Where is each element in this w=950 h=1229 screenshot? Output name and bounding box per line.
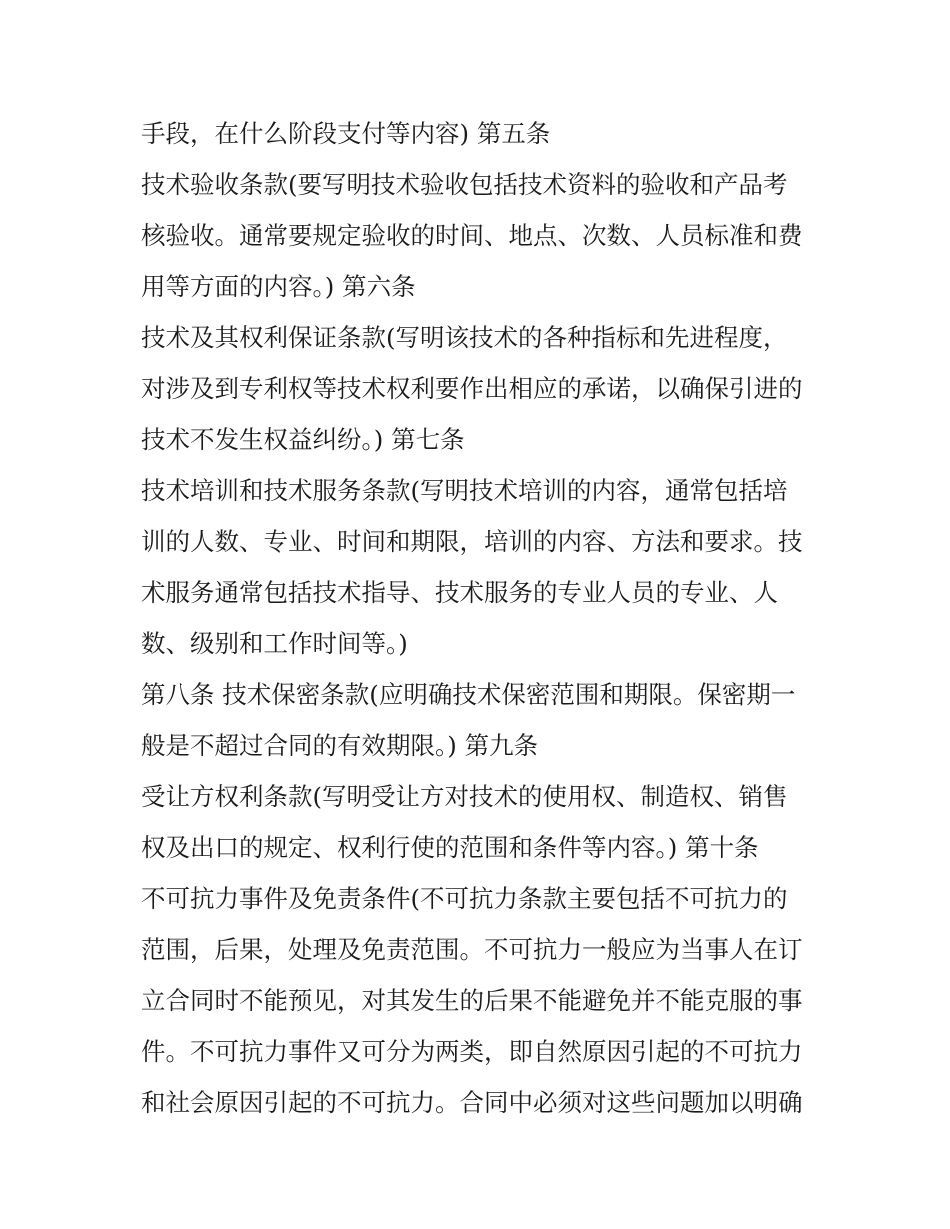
text-line: 技术培训和技术服务条款(写明技术培训的内容，通常包括培 [141,476,788,505]
text-line: 不可抗力事件及免责条件(不可抗力条款主要包括不可抗力的 [141,884,788,913]
text-line: 手段，在什么阶段支付等内容) 第五条 [141,119,551,148]
text-line: 受让方权利条款(写明受让方对技术的使用权、制造权、销售 [141,782,788,811]
text-line: 范围，后果，处理及免责范围。不可抗力一般应为当事人在订 [141,935,803,964]
text-line: 对涉及到专利权等技术权利要作出相应的承诺，以确保引进的 [141,374,803,403]
text-line: 技术验收条款(要写明技术验收包括技术资料的验收和产品考 [141,170,788,199]
text-line: 和社会原因引起的不可抗力。合同中必须对这些问题加以明确 [141,1088,803,1117]
text-line: 般是不超过合同的有效期限。) 第九条 [141,731,539,760]
text-line: 训的人数、专业、时间和期限，培训的内容、方法和要求。技 [141,527,803,556]
document-body [141,108,821,1128]
text-line: 第八条 技术保密条款(应明确技术保密范围和期限。保密期一 [141,680,796,709]
text-line: 立合同时不能预见，对其发生的后果不能避免并不能克服的事 [141,986,803,1015]
text-line: 核验收。通常要规定验收的时间、地点、次数、人员标准和费 [141,221,803,250]
text-line: 件。不可抗力事件又可分为两类，即自然原因引起的不可抗力 [141,1037,803,1066]
text-line: 用等方面的内容。) 第六条 [141,272,416,301]
text-line: 权及出口的规定、权利行使的范围和条件等内容。) 第十条 [141,833,759,862]
text-line: 技术及其权利保证条款(写明该技术的各种指标和先进程度， [141,323,788,352]
text-line: 术服务通常包括技术指导、技术服务的专业人员的专业、人 [141,578,778,607]
text-line: 数、级别和工作时间等。) [141,629,408,658]
text-line: 技术不发生权益纠纷。) 第七条 [141,425,465,454]
